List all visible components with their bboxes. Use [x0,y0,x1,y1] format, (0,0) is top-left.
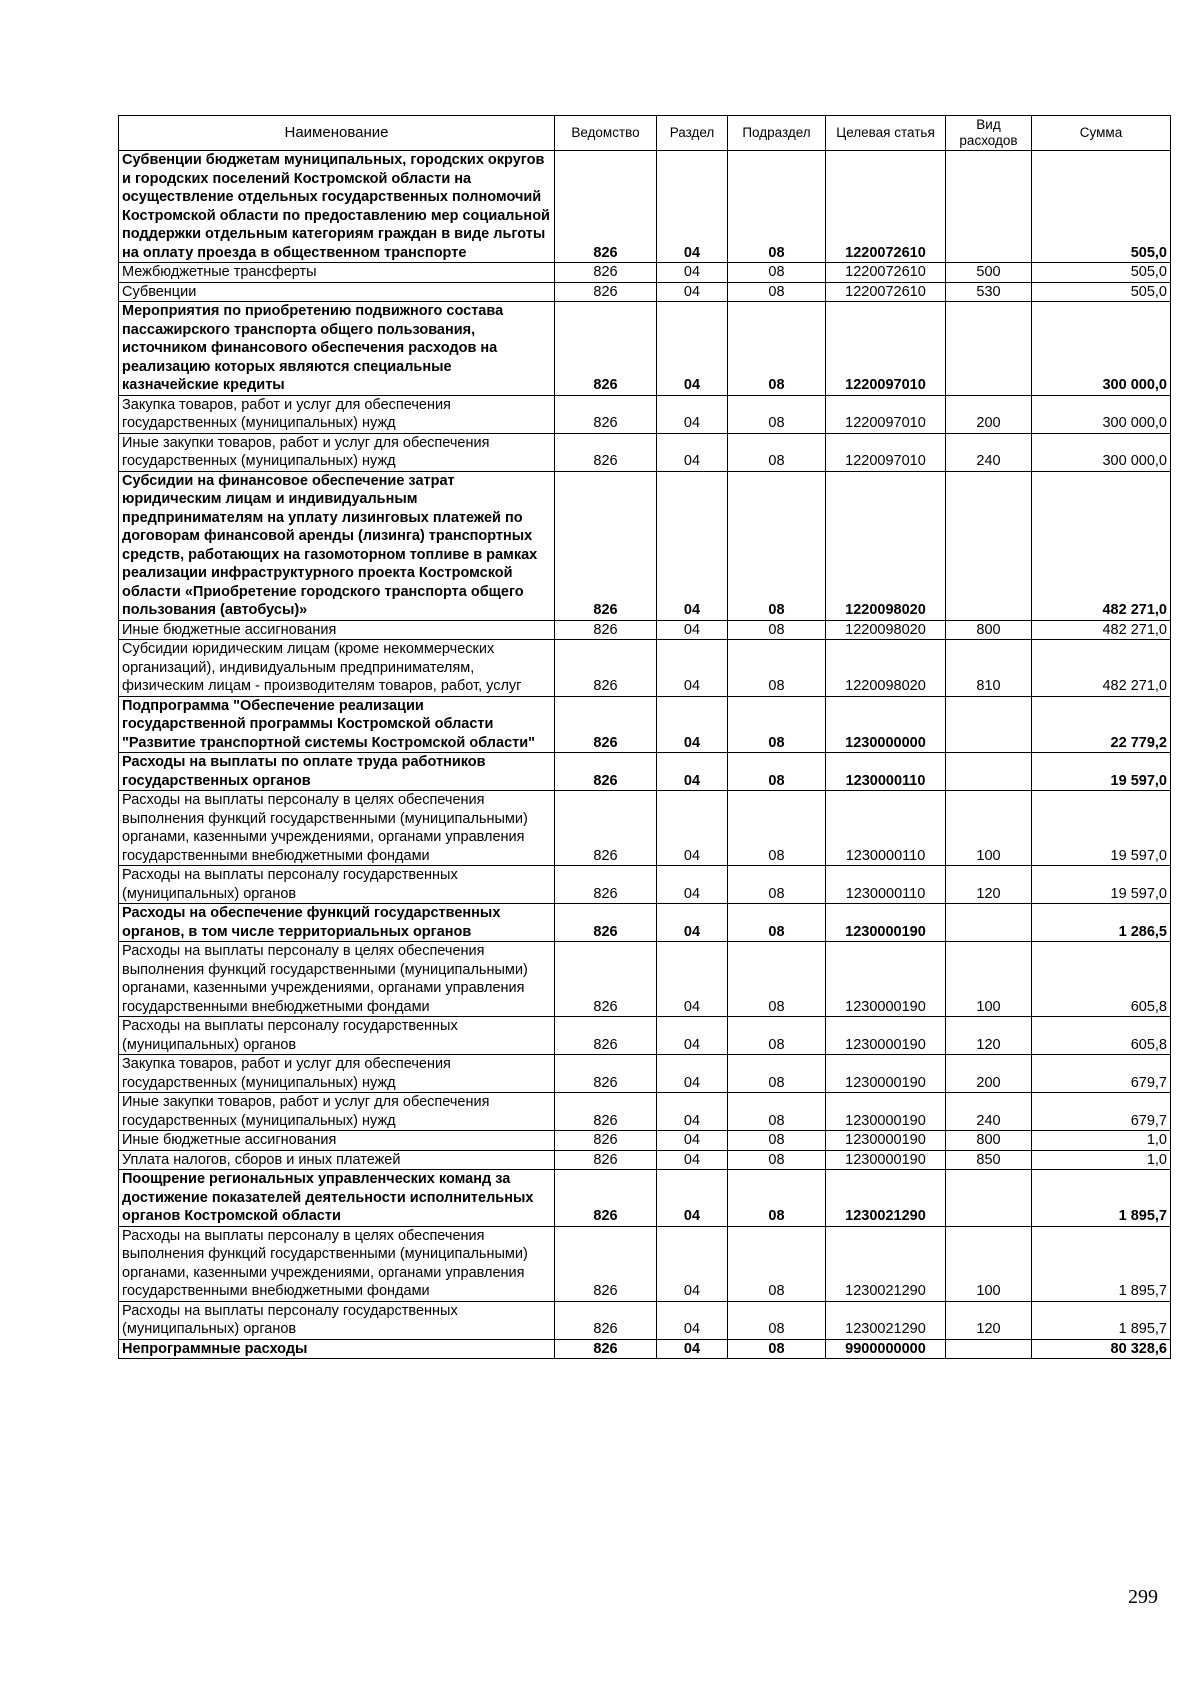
column-header-name: Наименование [119,116,555,151]
cell-razdel: 04 [657,753,728,791]
cell-razdel: 04 [657,791,728,866]
cell-vid-rashodov: 120 [946,1017,1032,1055]
cell-celevaya-statya: 1230021290 [826,1301,946,1339]
cell-celevaya-statya: 9900000000 [826,1339,946,1359]
cell-summa: 679,7 [1032,1093,1171,1131]
cell-vid-rashodov [946,471,1032,620]
table-row [119,263,1171,283]
cell-vedomstvo: 826 [555,1093,657,1131]
cell-name: Расходы на выплаты по оплате труда работников государственных органов [119,753,555,791]
table-header [119,116,1171,151]
cell-razdel: 04 [657,1093,728,1131]
table-row [119,696,1171,753]
cell-vid-rashodov: 240 [946,433,1032,471]
table-row [119,1131,1171,1151]
cell-celevaya-statya: 1230000190 [826,1017,946,1055]
cell-name: Иные бюджетные ассигнования [119,1131,555,1151]
cell-name: Иные бюджетные ассигнования [119,620,555,640]
cell-vid-rashodov: 500 [946,263,1032,283]
cell-razdel: 04 [657,302,728,396]
cell-vedomstvo: 826 [555,640,657,697]
cell-name: Закупка товаров, работ и услуг для обеспечения государственных (муниципальных) нужд [119,395,555,433]
cell-podrazdel: 08 [728,791,826,866]
cell-vid-rashodov: 530 [946,282,1032,302]
cell-celevaya-statya: 1230000190 [826,942,946,1017]
table-body [119,151,1171,1359]
cell-vedomstvo: 826 [555,942,657,1017]
cell-podrazdel: 08 [728,942,826,1017]
table-row [119,904,1171,942]
cell-summa: 300 000,0 [1032,433,1171,471]
cell-razdel: 04 [657,1055,728,1093]
cell-summa: 19 597,0 [1032,866,1171,904]
table-row [119,302,1171,396]
cell-vid-rashodov [946,1339,1032,1359]
cell-podrazdel: 08 [728,1017,826,1055]
cell-razdel: 04 [657,1339,728,1359]
cell-celevaya-statya: 1220097010 [826,302,946,396]
cell-vid-rashodov [946,696,1032,753]
cell-podrazdel: 08 [728,151,826,263]
cell-vedomstvo: 826 [555,1017,657,1055]
cell-razdel: 04 [657,904,728,942]
cell-vid-rashodov: 100 [946,1226,1032,1301]
cell-vid-rashodov: 100 [946,791,1032,866]
cell-summa: 1 895,7 [1032,1301,1171,1339]
cell-name: Расходы на выплаты персоналу государственных (муниципальных) органов [119,1301,555,1339]
cell-vid-rashodov [946,302,1032,396]
cell-podrazdel: 08 [728,1339,826,1359]
cell-vedomstvo: 826 [555,302,657,396]
cell-name: Поощрение региональных управленческих команд за достижение показателей деятельности исполнительных органов Костромской области [119,1170,555,1227]
cell-podrazdel: 08 [728,302,826,396]
cell-celevaya-statya: 1230000190 [826,1150,946,1170]
cell-celevaya-statya: 1230000190 [826,1055,946,1093]
cell-vedomstvo: 826 [555,1131,657,1151]
cell-summa: 300 000,0 [1032,395,1171,433]
cell-vid-rashodov: 120 [946,1301,1032,1339]
cell-summa: 505,0 [1032,282,1171,302]
cell-celevaya-statya: 1230000110 [826,866,946,904]
cell-name: Расходы на выплаты персоналу в целях обеспечения выполнения функций государственными (муниципальными) органами, казенными учреждениями, органами управления государственными внебюджетными фондами [119,942,555,1017]
cell-podrazdel: 08 [728,696,826,753]
cell-vedomstvo: 826 [555,1301,657,1339]
column-header-celevaya-statya: Целевая статья [826,116,946,151]
cell-celevaya-statya: 1220072610 [826,282,946,302]
table-row [119,791,1171,866]
cell-celevaya-statya: 1230000110 [826,753,946,791]
cell-summa: 1 286,5 [1032,904,1171,942]
cell-name: Субвенции [119,282,555,302]
cell-razdel: 04 [657,282,728,302]
cell-celevaya-statya: 1230000000 [826,696,946,753]
cell-summa: 1 895,7 [1032,1170,1171,1227]
cell-vid-rashodov: 800 [946,1131,1032,1151]
cell-vid-rashodov: 120 [946,866,1032,904]
cell-vedomstvo: 826 [555,1055,657,1093]
cell-razdel: 04 [657,1131,728,1151]
column-header-vedomstvo: Ведомство [555,116,657,151]
cell-summa: 1,0 [1032,1131,1171,1151]
cell-vedomstvo: 826 [555,1150,657,1170]
column-header-vid-rashodov: Вид расходов [946,116,1032,151]
cell-vedomstvo: 826 [555,395,657,433]
cell-vid-rashodov: 850 [946,1150,1032,1170]
cell-name: Субвенции бюджетам муниципальных, городских округов и городских поселений Костромской области на осуществление отдельных государственных полномочий Костромской области по предоставлению мер социальной поддержки отдельным категориям граждан в виде льготы на оплату проезда в общественном транспорте [119,151,555,263]
cell-razdel: 04 [657,1017,728,1055]
cell-summa: 80 328,6 [1032,1339,1171,1359]
cell-summa: 605,8 [1032,942,1171,1017]
cell-name: Иные закупки товаров, работ и услуг для обеспечения государственных (муниципальных) нужд [119,1093,555,1131]
table-row [119,1093,1171,1131]
cell-vedomstvo: 826 [555,263,657,283]
table-row [119,1150,1171,1170]
cell-podrazdel: 08 [728,1150,826,1170]
cell-vid-rashodov: 800 [946,620,1032,640]
cell-vedomstvo: 826 [555,282,657,302]
table-row [119,395,1171,433]
cell-name: Расходы на выплаты персоналу государственных (муниципальных) органов [119,866,555,904]
cell-celevaya-statya: 1230021290 [826,1226,946,1301]
cell-name: Непрограммные расходы [119,1339,555,1359]
cell-summa: 19 597,0 [1032,791,1171,866]
cell-podrazdel: 08 [728,1093,826,1131]
column-header-razdel: Раздел [657,116,728,151]
table-row [119,151,1171,263]
cell-podrazdel: 08 [728,753,826,791]
cell-vid-rashodov [946,151,1032,263]
cell-name: Мероприятия по приобретению подвижного состава пассажирского транспорта общего пользования, источником финансового обеспечения расходов на реализацию которых являются специальные казначейские кредиты [119,302,555,396]
table-row [119,1226,1171,1301]
table-row [119,1170,1171,1227]
cell-vedomstvo: 826 [555,696,657,753]
table-row [119,942,1171,1017]
cell-podrazdel: 08 [728,1131,826,1151]
table-row [119,640,1171,697]
cell-vedomstvo: 826 [555,904,657,942]
cell-vedomstvo: 826 [555,471,657,620]
cell-name: Расходы на выплаты персоналу в целях обеспечения выполнения функций государственными (муниципальными) органами, казенными учреждениями, органами управления государственными внебюджетными фондами [119,1226,555,1301]
cell-vid-rashodov: 240 [946,1093,1032,1131]
cell-summa: 482 271,0 [1032,640,1171,697]
cell-razdel: 04 [657,640,728,697]
cell-celevaya-statya: 1220098020 [826,640,946,697]
cell-podrazdel: 08 [728,1170,826,1227]
cell-name: Расходы на выплаты персоналу государственных (муниципальных) органов [119,1017,555,1055]
cell-vedomstvo: 826 [555,1339,657,1359]
cell-razdel: 04 [657,866,728,904]
column-header-podrazdel: Подраздел [728,116,826,151]
cell-vedomstvo: 826 [555,753,657,791]
cell-razdel: 04 [657,263,728,283]
cell-celevaya-statya: 1230000110 [826,791,946,866]
table-row [119,1301,1171,1339]
cell-razdel: 04 [657,696,728,753]
cell-name: Расходы на выплаты персоналу в целях обеспечения выполнения функций государственными (муниципальными) органами, казенными учреждениями, органами управления государственными внебюджетными фондами [119,791,555,866]
cell-celevaya-statya: 1220097010 [826,395,946,433]
cell-podrazdel: 08 [728,640,826,697]
cell-summa: 482 271,0 [1032,620,1171,640]
cell-celevaya-statya: 1230000190 [826,1093,946,1131]
cell-razdel: 04 [657,620,728,640]
cell-celevaya-statya: 1220072610 [826,263,946,283]
cell-name: Закупка товаров, работ и услуг для обеспечения государственных (муниципальных) нужд [119,1055,555,1093]
cell-podrazdel: 08 [728,471,826,620]
cell-celevaya-statya: 1230021290 [826,1170,946,1227]
table-row [119,620,1171,640]
cell-name: Субсидии на финансовое обеспечение затрат юридическим лицам и индивидуальным предпринимателям на уплату лизинговых платежей по договорам финансовой аренды (лизинга) транспортных средств, работающих на газомоторном топливе в рамках реализации инфраструктурного проекта Костромской области «Приобретение городского транспорта общего пользования (автобусы)» [119,471,555,620]
cell-name: Межбюджетные трансферты [119,263,555,283]
cell-vid-rashodov: 100 [946,942,1032,1017]
cell-podrazdel: 08 [728,263,826,283]
table-row [119,471,1171,620]
cell-summa: 482 271,0 [1032,471,1171,620]
cell-name: Подпрограмма "Обеспечение реализации государственной программы Костромской области "Развитие транспортной системы Костромской области" [119,696,555,753]
cell-name: Расходы на обеспечение функций государственных органов, в том числе территориальных органов [119,904,555,942]
cell-razdel: 04 [657,151,728,263]
cell-summa: 679,7 [1032,1055,1171,1093]
cell-name: Иные закупки товаров, работ и услуг для обеспечения государственных (муниципальных) нужд [119,433,555,471]
cell-summa: 1,0 [1032,1150,1171,1170]
cell-vid-rashodov: 200 [946,395,1032,433]
cell-podrazdel: 08 [728,1226,826,1301]
cell-summa: 1 895,7 [1032,1226,1171,1301]
cell-vedomstvo: 826 [555,151,657,263]
cell-vid-rashodov [946,753,1032,791]
cell-summa: 505,0 [1032,263,1171,283]
table-row [119,866,1171,904]
table-row [119,1017,1171,1055]
cell-podrazdel: 08 [728,1301,826,1339]
budget-table [118,115,1171,1359]
cell-summa: 19 597,0 [1032,753,1171,791]
cell-podrazdel: 08 [728,1055,826,1093]
cell-razdel: 04 [657,1150,728,1170]
cell-summa: 22 779,2 [1032,696,1171,753]
cell-celevaya-statya: 1220098020 [826,620,946,640]
cell-podrazdel: 08 [728,433,826,471]
cell-podrazdel: 08 [728,620,826,640]
page-number: 299 [1128,1586,1158,1608]
cell-celevaya-statya: 1230000190 [826,904,946,942]
cell-celevaya-statya: 1220072610 [826,151,946,263]
cell-summa: 505,0 [1032,151,1171,263]
cell-summa: 300 000,0 [1032,302,1171,396]
cell-celevaya-statya: 1220097010 [826,433,946,471]
cell-vid-rashodov [946,1170,1032,1227]
cell-razdel: 04 [657,471,728,620]
table-row [119,433,1171,471]
cell-podrazdel: 08 [728,395,826,433]
table-row [119,753,1171,791]
cell-podrazdel: 08 [728,866,826,904]
cell-summa: 605,8 [1032,1017,1171,1055]
cell-name: Субсидии юридическим лицам (кроме некоммерческих организаций), индивидуальным предпринимателям, физическим лицам - производителям товаров, работ, услуг [119,640,555,697]
cell-vedomstvo: 826 [555,1170,657,1227]
cell-podrazdel: 08 [728,904,826,942]
table-row [119,282,1171,302]
cell-vid-rashodov: 200 [946,1055,1032,1093]
table-row [119,1339,1171,1359]
cell-razdel: 04 [657,433,728,471]
cell-razdel: 04 [657,395,728,433]
cell-vid-rashodov: 810 [946,640,1032,697]
cell-vedomstvo: 826 [555,620,657,640]
cell-vedomstvo: 826 [555,866,657,904]
cell-vedomstvo: 826 [555,433,657,471]
cell-razdel: 04 [657,942,728,1017]
cell-name: Уплата налогов, сборов и иных платежей [119,1150,555,1170]
cell-razdel: 04 [657,1170,728,1227]
cell-razdel: 04 [657,1226,728,1301]
column-header-summa: Сумма [1032,116,1171,151]
cell-vedomstvo: 826 [555,1226,657,1301]
cell-razdel: 04 [657,1301,728,1339]
cell-celevaya-statya: 1230000190 [826,1131,946,1151]
cell-celevaya-statya: 1220098020 [826,471,946,620]
table-row [119,1055,1171,1093]
cell-vedomstvo: 826 [555,791,657,866]
cell-vid-rashodov [946,904,1032,942]
cell-podrazdel: 08 [728,282,826,302]
